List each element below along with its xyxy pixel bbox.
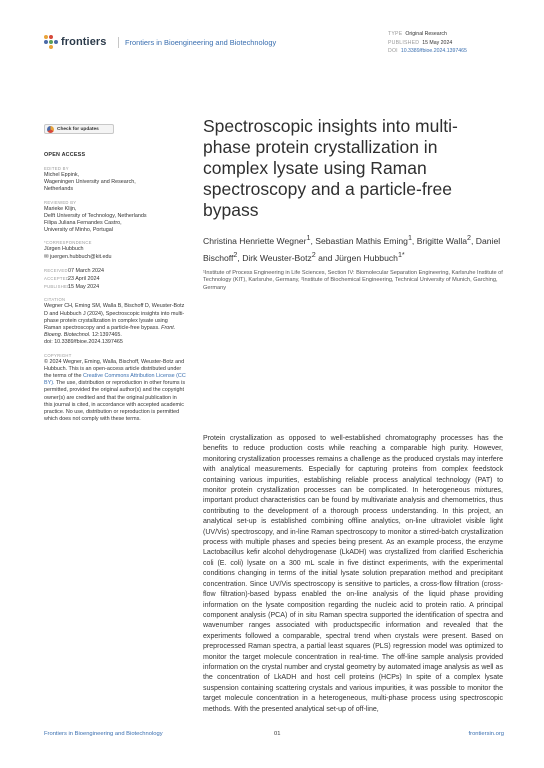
article-meta <box>388 30 467 56</box>
footer-site-link[interactable]: frontiersin.org <box>468 731 504 737</box>
author[interactable]: Christina Henriette Wegner$^1$ <box>203 234 311 246</box>
frontiers-logo-icon <box>44 35 58 49</box>
frontiers-logo[interactable] <box>44 35 107 49</box>
citation-journal: Front. Bioeng. Biotechnol. <box>44 325 176 339</box>
footer-journal[interactable]: Frontiers in Bioengineering and Biotechnology <box>44 731 163 737</box>
author-list: Christina Henriette Wegner$^1$, Sebastian Mathis Eming$^1$, Brigitte Walla$^2$, Daniel Bischoff$^2$, Dirk Weuster-Botz$^2$ and Jürgen Hubbuch$^{1*}$ <box>203 234 501 263</box>
open-access-label: OPEN ACCESS <box>44 152 86 158</box>
article-title: Spectroscopic insights into multi-phase protein crystallization in complex lysate using Raman spectroscopy and a particle-free bypass <box>203 116 458 220</box>
citation-section: CITATION Wegner CH, Eming SM, Walla B, Bischoff D, Weuster-Botz D and Hubbuch J (2024), Spectroscopic insights into multi-phase protein crystallization in complex lysate using Raman spectroscopy and a particle-free bypass. Front. Bioeng. Biotechnol. 12:1397465. doi: 10.3389/fbioe.2024.1397465 <box>44 297 185 346</box>
copyright-section: COPYRIGHT © 2024 Wegner, Eming, Walla, Bischoff, Weuster-Botz and Hubbuch. This is an open-access article distributed under the terms of the Creative Commons Attribution License (CC BY). The use, distribution or reproduction in other forums is permitted, provided the original author(s) and the copyright owner(s) are credited and that the original publication in this journal is cited, in accordance with accepted academic practice. No use, distribution or reproduction is permitted which does not comply with these terms. <box>44 352 186 423</box>
copyright-terms: The use, distribution or reproduction in other forums is permitted, provided the original author(s) and the copyright owner(s) are credited and that the original publication in this journal is cited, in accordance with accepted academic practice. No use, distribution or reproduction is permitted which does not comply with these terms. <box>44 380 186 423</box>
author[interactable]: Daniel Bischoff$^2$ <box>203 235 501 263</box>
license-link[interactable]: Creative Commons Attribution License (CC BY). <box>44 373 186 387</box>
edited-by-section: EDITED BY Michel Eppink, Wageningen University and Research, Netherlands <box>44 166 136 193</box>
page-header <box>44 33 504 55</box>
check-for-updates-button[interactable] <box>44 124 114 134</box>
article-main <box>203 116 503 292</box>
dates-section <box>44 267 186 292</box>
brand-name: frontiers <box>61 36 107 48</box>
meta-published: PUBLISHED 15 May 2024 <box>388 39 453 46</box>
author[interactable]: Jürgen Hubbuch$^{1*}$ <box>334 250 405 263</box>
citation-volume: 12:1397465. <box>90 332 122 339</box>
reviewed-by-section: REVIEWED BY Marieke Klijn, Delft University of Technology, Netherlands Filipa Juliana Fernandes Castro, University of Minho, Portugal <box>44 199 147 234</box>
check-for-updates-label: Check for updates <box>57 126 99 132</box>
correspondence-email[interactable]: ✉ juergen.hubbuch@kit.edu <box>44 253 112 260</box>
crossmark-icon <box>47 126 54 133</box>
copyright-text: © 2024 Wegner, Eming, Walla, Bischoff, Weuster-Botz and Hubbuch. This is an open-access article distributed under the terms of the <box>44 358 185 380</box>
journal-name[interactable]: Frontiers in Bioengineering and Biotechnology <box>118 37 276 48</box>
author[interactable]: Sebastian Mathis Eming$^1$ <box>315 234 412 246</box>
citation-text: Wegner CH, Eming SM, Walla B, Bischoff D, Weuster-Botz D and Hubbuch J (2024), Spectroscopic insights into multi-phase protein crystallization in complex lysate using Raman spectroscopy and a particle-free bypass. <box>44 303 185 332</box>
meta-doi[interactable]: DOI 10.3389/fbioe.2024.1397465 <box>388 48 467 54</box>
author[interactable]: Dirk Weuster-Botz$^2$ <box>242 250 316 263</box>
published-date: PUBLISHED15 May 2024 <box>44 284 100 291</box>
meta-type: TYPE Original Research <box>388 31 447 37</box>
affiliations: ¹Institute of Process Engineering in Life Sciences, Section IV: Biomolecular Separation Engineering, Karlsruhe Institute of Technology (KIT), Karlsruhe, Germany, ²Institute of Biochemical Engineering, Technical University of Munich, Garching, Germany <box>203 269 503 291</box>
accepted-date: ACCEPTED23 April 2024 <box>44 276 100 283</box>
correspondence-section: *CORRESPONDENCE Jürgen Hubbuch ✉ juergen.hubbuch@kit.edu <box>44 240 186 260</box>
author[interactable]: Brigitte Walla$^2$ <box>416 234 471 246</box>
received-date: RECEIVED07 March 2024 <box>44 267 104 274</box>
citation-doi[interactable]: doi: 10.3389/fbioe.2024.1397465 <box>44 339 123 346</box>
abstract-text: Protein crystallization as opposed to well-established chromatography processes has the benefits to reduce production costs while reaching a comparable high purity. However, monitoring crystallization processes remains a challenge as the produced crystals may interfere with analytical measurements. Especially for capturing proteins from complex feedstock containing various impurities, establishing reliable process analytical technology (PAT) to monitor protein crystallization processes can be complicated. In heterogeneous mixtures, important product characteristics can be found by multivariate analysis and chemometrics, thus contributing to the development of a thorough process understanding. In this project, an analytical set-up is established combining offline analytics, on-line ultraviolet visible light (UV/Vis) spectroscopy, and in-line Raman spectroscopy to monitor a stirred-batch crystallization process with multiple phases and species being present. As an example process, the enzyme Lactobacillus kefir alcohol dehydrogenase (LkADH) was crystallized from clarified Escherichia coli (E. coli) lysate on a 300 mL scale in five distinct experiments, with the experimental conditions changing in terms of the initial lysate solution preparation method and precipitant concentration. Since UV/Vis spectroscopy is sensitive to particles, a cross-flow filtration (cross-flow filtration)-based bypass enabled the on-line analysis of the liquid phase providing information on the lysate composition regarding the nucleic acid to protein ratio. A principal component analysis (PCA) of in situ Raman spectra supported the identification of spectra and wavenumber ranges associated with productspecific information and revealed that the experiments followed a comparable, spectral trend when crystals were present. Based on preprocessed Raman spectra, a partial least squares (PLS) regression model was optimized to monitor the target molecule concentration in real-time. The off-line sample analysis provided information on the crystal number and crystal geometry by automated image analysis as well as the concentration of LkADH and host cell proteins (HCPs) In spite of a complex lysate suspension containing scattering crystals and various impurities, it was possible to monitor the target molecule concentration in a heterogeneous, multi-phase process using spectroscopic methods. With the presented analytical set-up of off-line, <box>203 435 503 713</box>
page-number: 01 <box>274 731 281 737</box>
article-sidebar <box>44 152 186 429</box>
